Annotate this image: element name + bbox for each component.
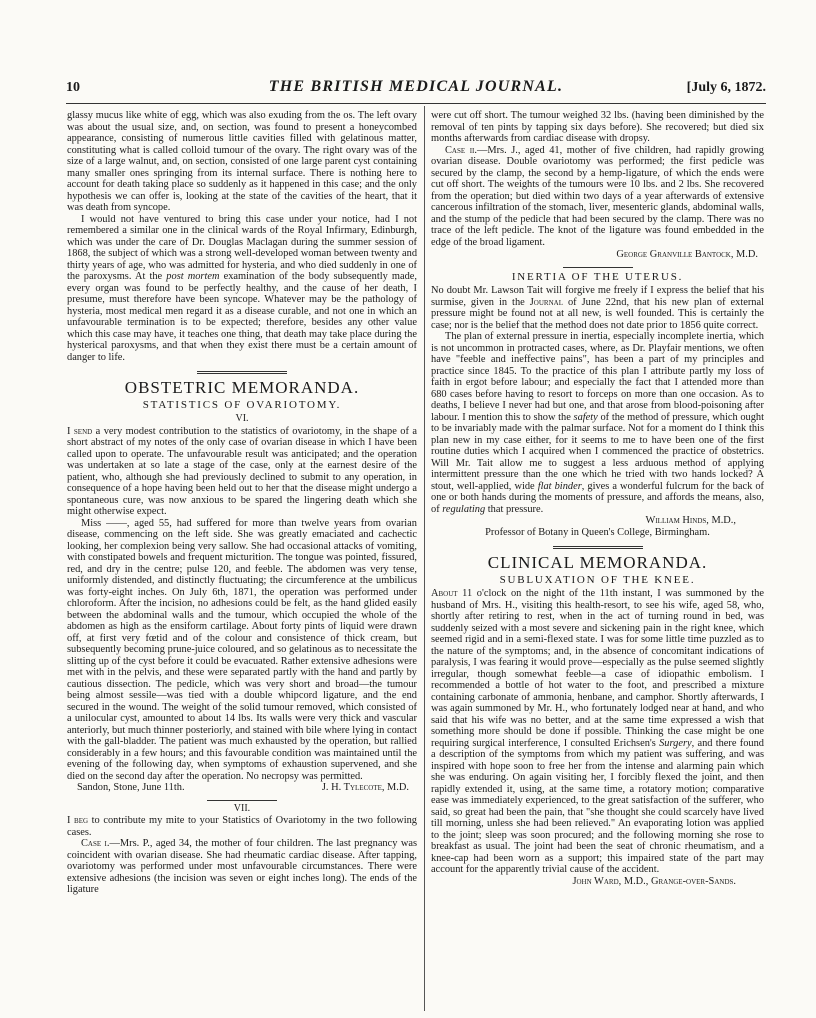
signature-name: George Granville Bantock, M.D.	[616, 249, 758, 260]
paragraph: About 11 o'clock on the night of the 11th instant, I was summoned by the husband of Mrs. H., visiting this health-resort, to see his wife, aged 58, who, shortly after retiring to rest, when in the act of turning round in bed, was suddenly seized with a most severe and sickening pain in the right knee, which seemed rigid and in a semi-flexed state. I was for some little time puzzled as to the nature of the symptoms; and, in the absence of concomitant indications of paralysis, I was fearing it would prove—especially as the pulse seemed slightly irregular, though somewhat feeble—a case of idiopathic embolism. I recommended a bottle of hot water to the foot, and prescribed a mixture containing carbonate of ammonia, henbane, and camphor. Shortly afterwards, I was again summoned by Mr. H., who fortunately lodged near at hand, and who said that his wife was no better, and at the same time expressed a wish that something more should be done if possible. Thinking the case might be one requiring surgical interference, I consulted Erichsen's Surgery, and there found a description of the symptoms from which my patient was suffering, and was inspired with hope soon to free her from the intense and alarming pain which she was enduring. On again visiting her, I forcibly flexed the joint, and then rapidly extended it, using, at the same time, a rotatory motion; comparative ease was immediately experienced, to the great satisfaction of the sufferer, who said, so great had been the pain, that "she thought she could scarcely have lived till morning, unless she had been relieved." An evaporating lotion was applied to the joint; sleep was soon procured; and the following morning she rose to breakfast as usual. The joint had been the seat of chronic rheumatism, and a knee-cap had been worn as a support; this impaired state of the part may account for the apparently trivial cause of the accident.	[431, 588, 764, 875]
paragraph: No doubt Mr. Lawson Tait will forgive me freely if I express the belief that his surmise, given in the Journal of June 22nd, that his new plan of external pressure might be found not at all new, is well founded. This is certainly the case; nor is the belief that the method does not date prior to 1856 quite correct.	[431, 285, 765, 331]
section-heading-clinical: CLINICAL MEMORANDA.	[487, 553, 708, 572]
journal-title: THE BRITISH MEDICAL JOURNAL.	[268, 78, 564, 95]
article-number: VII.	[233, 802, 251, 814]
signature-name: William Hinds, M.D.,	[645, 515, 736, 526]
article-number: VI.	[235, 413, 249, 424]
column-divider	[424, 106, 425, 1011]
running-header	[66, 78, 766, 100]
header-rule	[66, 103, 766, 104]
signature-title: Professor of Botany in Queen's College, Birmingham.	[485, 526, 710, 538]
paragraph: glassy mucus like white of egg, which was also exuding from the os. The left ovary was about the usual size, and, on section, was found to present a honeycombed appearance, consisting of numerous little cavities filled with gelatinous matter, constituting what is called colloid tumour of the ovary. The right ovary was of the size of a large walnut, and, on section, consisted of one large parent cyst containing many smaller ones springing from its internal surface. There is nothing here to account for death taking place so suddenly as it happened in this case; and the only hypothesis we can offer is, looking at the state of the cavities of the heart, that it was death from syncope.	[67, 110, 417, 213]
section-divider	[197, 371, 287, 374]
paragraph: I would not have ventured to bring this case under your notice, had I not remembered a similar one in the clinical wards of the Royal Infirmary, Edinburgh, which was under the care of Dr. Douglas Maclagan during the summer session of 1868, the subject of which was a strong well-developed woman between twenty and thirty years of age, who was admitted for hysteria, and who died suddenly in one of the paroxysms. At the post mortem examination of the body subsequently made, every organ was found to be perfectly healthy, and the cause of her death, I presume, must therefore have been syncope. Whatever may be the pathology of hysteria, most medical men regard it as a disease curable, and not one in which an unfavourable termination is to be expected; therefore, besides any other value which this case may have, it teaches one thing, that death may take place during the hysterical paroxysms, and that when they exist there must be a certain amount of danger to life.	[67, 213, 418, 363]
article-title-ovariotomy: STATISTICS OF OVARIOTOMY.	[142, 398, 342, 411]
paragraph: Miss ——, aged 55, had suffered for more than twelve years from ovarian disease, commencing on the left side. She was greatly emaciated and cachectic looking, her complexion being very sallow. She had occasional attacks of vomiting, with constipated bowels and frequent micturition. The tongue was pointed, fissured, red, and dry in the centre; pulse 120, and feeble. The abdomen was very tense, uniformly distended, and distinctly fluctuating; the circumference at the umbilicus was forty-eight inches. On July 6th, 1871, the operation was performed under chloroform. After the incision, no adhesions could be felt, as the hand glided easily between the abdominal walls and the tumour, which occupied the whole of the abdomen as high as the ensiform cartilage. About forty pints of liquid were drawn off, at first very fœtid and of the colour and consistence of thick cream, but subsequently becoming prune-juice coloured, and so gelatinous as to necessitate the slitting up of the cyst before it could be evacuated. Rather extensive adhesions were met with in the pelvis, and these were separated partly with the hand and partly by cautious dissection. The pedicle, which was very short and broad—the tumour being almost sessile—was tied with a double whipcord ligature, and the end secured in the wound. The weight of the solid tumour removed, which consisted of a unilocular cyst, amounted to about 14 lbs. Its walls were very thick and vascular anteriorly, but much thinner posteriorly, and stained with bile where lying in contact with the gall-bladder. The patient was much exhausted by the operation, but rallied considerably in a few hours; and this favourable condition was maintained until the evening of the following day, when symptoms of exhaustion supervened, and she died on the second day after the operation. No necropsy was permitted.	[67, 517, 417, 782]
article-title-inertia: INERTIA OF THE UTERUS.	[511, 270, 684, 283]
divider	[207, 800, 277, 801]
article-title-knee: SUBLUXATION OF THE KNEE.	[499, 573, 696, 586]
issue-date: [July 6, 1872.	[686, 80, 766, 95]
paragraph: I beg to contribute my mite to your Statistics of Ovariotomy in the two following cases.	[67, 815, 417, 838]
section-heading-obstetric: OBSTETRIC MEMORANDA.	[124, 378, 360, 397]
paragraph: Case i.—Mrs. P., aged 34, the mother of four children. The last pregnancy was coincident with ovarian disease. She had rheumatic cardiac disease. After tapping, ovariotomy was performed under most unfavourable circumstances. There were extensive adhesions (the incision was seven or eight inches long). The ends of the ligature	[67, 838, 417, 895]
paragraph: The plan of external pressure in inertia, especially incomplete inertia, which is not uncommon in protracted cases, where, as Dr. Playfair mentions, we often have "feeble and ineffective pains", has been a part of my principles and practice since 1845. To the practice of this plan I attribute partly my loss of faith in ergot before labour; and especially the fact that I attended more than 680 cases before having to resort to forceps on more than one occasion. As to deaths, I believe I never had but one, and that arose from blood-poisoning after labour. I mention this to show the safety of the method of pressure, which ought to be invariably made with the palmar surface. Not for a moment do I think this plan new in my case either, for it seems to me to have been one of the first routine duties which I acquired when I commenced the practice of obstetrics. Will Mr. Tait allow me to suggest a less arduous method of applying intermittent pressure than the one which he tried with two hands locked? A stout, well-applied, wide flat binder, gives a wonderful fulcrum for the back of one or both hands during the moments of pressure, and affords the means, also, of regulating that pressure.	[431, 331, 764, 515]
paragraph: I send a very modest contribution to the statistics of ovariotomy, in the shape of a short abstract of my notes of the only case of ovarian disease in which I have been called upon to operate. The unfavourable result was anticipated; and the operation was undertaken at so late a stage of the case, only at the earnest desire of the patient, who, although she had previously declined to submit to any operation, in consequence of a hope having been held out to her that the disease might undergo a spontaneous cure, was now anxious to be spared the lingering death which she might otherwise expect.	[67, 425, 417, 517]
signature-name: J. H. Tylecote, M.D.	[321, 782, 409, 793]
paragraph: Case ii.—Mrs. J., aged 41, mother of five children, had rapidly growing ovarian disease. Double ovariotomy was performed; the first pedicle was secured by the clamp, the second by a hemp-ligature, of which the ends were cut off short. The weights of the tumours were 10 lbs. and 2 lbs. She recovered from the operation; but died within two days of a year afterwards of extensive cancerous infiltration of the stomach, liver, mesenteric glands, abdominal walls, and the stump of the pedicle that had been secured by the clamp. There was no trace of the left pedicle. The knot of the ligature was found embedded in the edge of the broad ligament.	[431, 144, 764, 248]
divider	[563, 267, 633, 268]
signature-place: Sandon, Stone, June 11th.	[77, 782, 185, 793]
page-number: 10	[66, 80, 80, 95]
signature-name: John Ward, M.D., Grange-over-Sands.	[572, 875, 736, 887]
section-divider	[553, 546, 643, 549]
right-column	[431, 110, 764, 887]
left-column	[67, 110, 417, 896]
signature-line	[67, 782, 417, 794]
italic-term: post mortem	[166, 271, 220, 282]
paragraph: were cut off short. The tumour weighed 32 lbs. (having been diminished by the removal of ten pints by tapping six days before). She recovered; but died six months afterwards from cardiac disease with dropsy.	[431, 110, 764, 144]
